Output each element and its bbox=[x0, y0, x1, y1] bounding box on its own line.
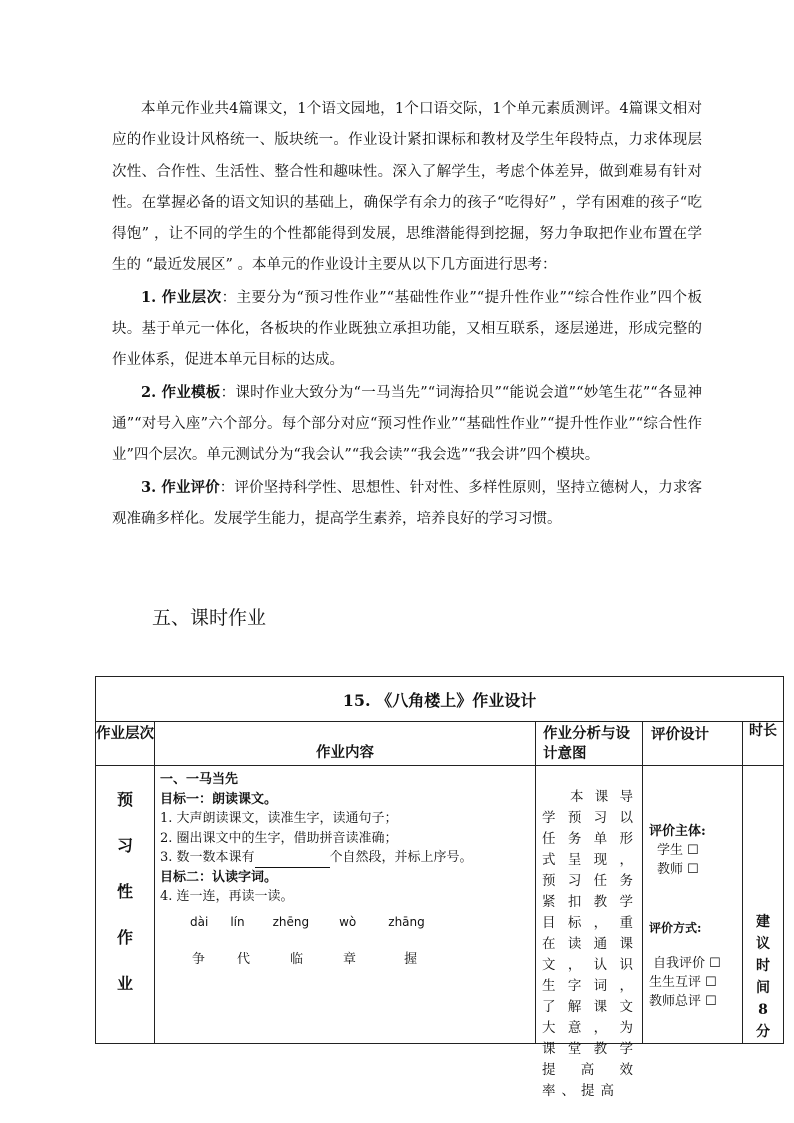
text-homework-evaluation: ：评价坚持科学性、思想性、针对性、多样性原则，坚持立德树人，力求客观准确多样化。发展学生能力，提高学生素养，培养良好的学习习惯。 bbox=[112, 479, 703, 527]
pinyin-row bbox=[160, 913, 535, 933]
label-homework-evaluation: 3. 作业评价 bbox=[141, 478, 220, 496]
header-evaluation: 评价设计 bbox=[651, 726, 709, 743]
time-char: 分 bbox=[756, 1024, 770, 1040]
pinyin-item: lín bbox=[230, 914, 245, 929]
checkbox-icon[interactable]: ☐ bbox=[709, 956, 721, 971]
header-duration: 时长 bbox=[749, 723, 777, 739]
intro-paragraph-1: 本单元作业共4篇课文，1个语文园地，1个口语交际，1个单元素质测评。4篇课文相对应的作业设计风格统一、版块统一。作业设计紧扣课标和教材及学生年段特点，力求体现层次性、合作性、生活性、整合性和趣味性。深入了解学生，考虑个体差异，做到难易有针对性。在掌握必备的语文知识的基础上，确保学有余力的孩子“吃得好” ，学有困难的孩子“吃得饱” ，让不同的学生的个性都能得到发展，思维潜能得到挖掘，努力争取把作业布置在学生的 “最近发展区” 。本单元的作业设计主要从以下几方面进行思考： bbox=[112, 101, 702, 274]
homework-content bbox=[155, 768, 535, 970]
time-char: 时 bbox=[756, 958, 770, 974]
eval-method-peer-text: 生生互评 bbox=[649, 975, 702, 990]
content-section-heading: 一、一马当先 bbox=[160, 772, 239, 787]
time-char: 议 bbox=[756, 936, 770, 952]
header-level: 作业层次 bbox=[96, 725, 154, 742]
eval-subject-teacher bbox=[649, 860, 741, 879]
level-char: 业 bbox=[116, 974, 133, 993]
row-divider-title bbox=[96, 721, 783, 722]
eval-method-self bbox=[649, 954, 741, 973]
header-content: 作业内容 bbox=[316, 744, 374, 761]
character-item: 握 bbox=[404, 952, 418, 967]
level-char: 习 bbox=[116, 836, 133, 855]
level-char: 作 bbox=[116, 928, 133, 947]
level-char: 预 bbox=[116, 790, 133, 809]
eval-subject-student bbox=[649, 841, 741, 860]
content-goal-1: 目标一：朗读课文。 bbox=[160, 791, 278, 807]
eval-subject-label: 评价主体: bbox=[649, 824, 706, 839]
level-vertical-label bbox=[96, 787, 154, 1017]
character-item: 临 bbox=[290, 952, 304, 967]
eval-subject-teacher-text: 教师 bbox=[657, 862, 684, 877]
time-char: 间 bbox=[756, 980, 770, 996]
row-divider-header bbox=[96, 765, 783, 766]
eval-method-label: 评价方式: bbox=[649, 921, 702, 935]
checkbox-icon[interactable]: ☐ bbox=[705, 975, 717, 990]
character-row bbox=[160, 950, 535, 970]
checkbox-icon[interactable]: ☐ bbox=[705, 994, 717, 1009]
design-analysis: 本课导学预习以任务单形式呈现，预习任务紧扣教学目标，重在读通课文，认识生字词，了解课文大意，为课堂教学提高效率、提高 bbox=[542, 789, 639, 1099]
eval-method-teacher-text: 教师总评 bbox=[649, 994, 702, 1009]
character-item: 章 bbox=[343, 952, 357, 967]
homework-design-table bbox=[95, 676, 784, 1099]
pinyin-item: dài bbox=[190, 914, 209, 929]
intro-paragraph-2 bbox=[112, 282, 702, 377]
content-goal-2: 目标二：认读字词。 bbox=[160, 869, 278, 885]
content-item-4: 4. 连一连，再读一读。 bbox=[160, 889, 294, 904]
header-analysis: 作业分析与设计意图 bbox=[543, 725, 630, 762]
eval-method-teacher bbox=[649, 992, 741, 1011]
fill-blank[interactable] bbox=[255, 853, 330, 868]
text-homework-levels: ：主要分为“预习性作业”“基础性作业”“提升性作业”“综合性作业”四个板块。基于单元一体化，各板块的作业既独立承担功能，又相互联系，逐层递进，形成完整的作业体系，促进本单元目标的达成。 bbox=[112, 289, 702, 369]
pinyin-item: zhāng bbox=[388, 914, 425, 929]
intro-paragraph-3 bbox=[112, 377, 702, 472]
col-divider-3 bbox=[642, 721, 643, 1043]
pinyin-item: wò bbox=[339, 914, 357, 929]
checkbox-icon[interactable]: ☐ bbox=[687, 862, 699, 877]
item-3-prefix: 3. 数一数本课有 bbox=[160, 850, 255, 865]
eval-method-peer bbox=[649, 973, 741, 992]
time-char: 建 bbox=[756, 914, 770, 930]
character-item: 代 bbox=[237, 952, 251, 967]
content-item-1: 1. 大声朗读课文，读准生字，读通句子； bbox=[160, 811, 398, 826]
item-3-suffix: 个自然段，并标上序号。 bbox=[329, 850, 473, 865]
suggested-time bbox=[743, 911, 783, 1043]
text-homework-template: ：课时作业大致分为“一马当先”“词海拾贝”“能说会道”“妙笔生花”“各显神通”“对号入座”六个部分。每个部分对应“预习性作业”“基础性作业”“提升性作业”“综合性作业”四个层次。单元测试分为“我会认”“我会读”“我会选”“我会讲”四个模块。 bbox=[112, 384, 703, 464]
label-homework-template: 2. 作业模板 bbox=[141, 383, 221, 401]
time-char: 8 bbox=[758, 1002, 768, 1018]
pinyin-item: zhēng bbox=[272, 914, 310, 929]
content-item-3 bbox=[160, 848, 535, 868]
character-item: 争 bbox=[192, 952, 206, 967]
table-title: 15. 《八角楼上》作业设计 bbox=[342, 690, 537, 710]
intro-paragraph-4 bbox=[112, 472, 702, 536]
label-homework-levels: 1. 作业层次 bbox=[141, 288, 222, 306]
section-title: 五、课时作业 bbox=[152, 607, 267, 629]
level-char: 性 bbox=[116, 882, 133, 901]
intro-text bbox=[112, 94, 702, 535]
checkbox-icon[interactable]: ☐ bbox=[687, 843, 699, 858]
eval-subject-student-text: 学生 bbox=[657, 843, 684, 858]
content-item-2: 2. 圈出课文中的生字，借助拼音读准确； bbox=[160, 830, 398, 846]
evaluation-design bbox=[649, 822, 741, 1011]
eval-method-self-text: 自我评价 bbox=[653, 956, 706, 971]
